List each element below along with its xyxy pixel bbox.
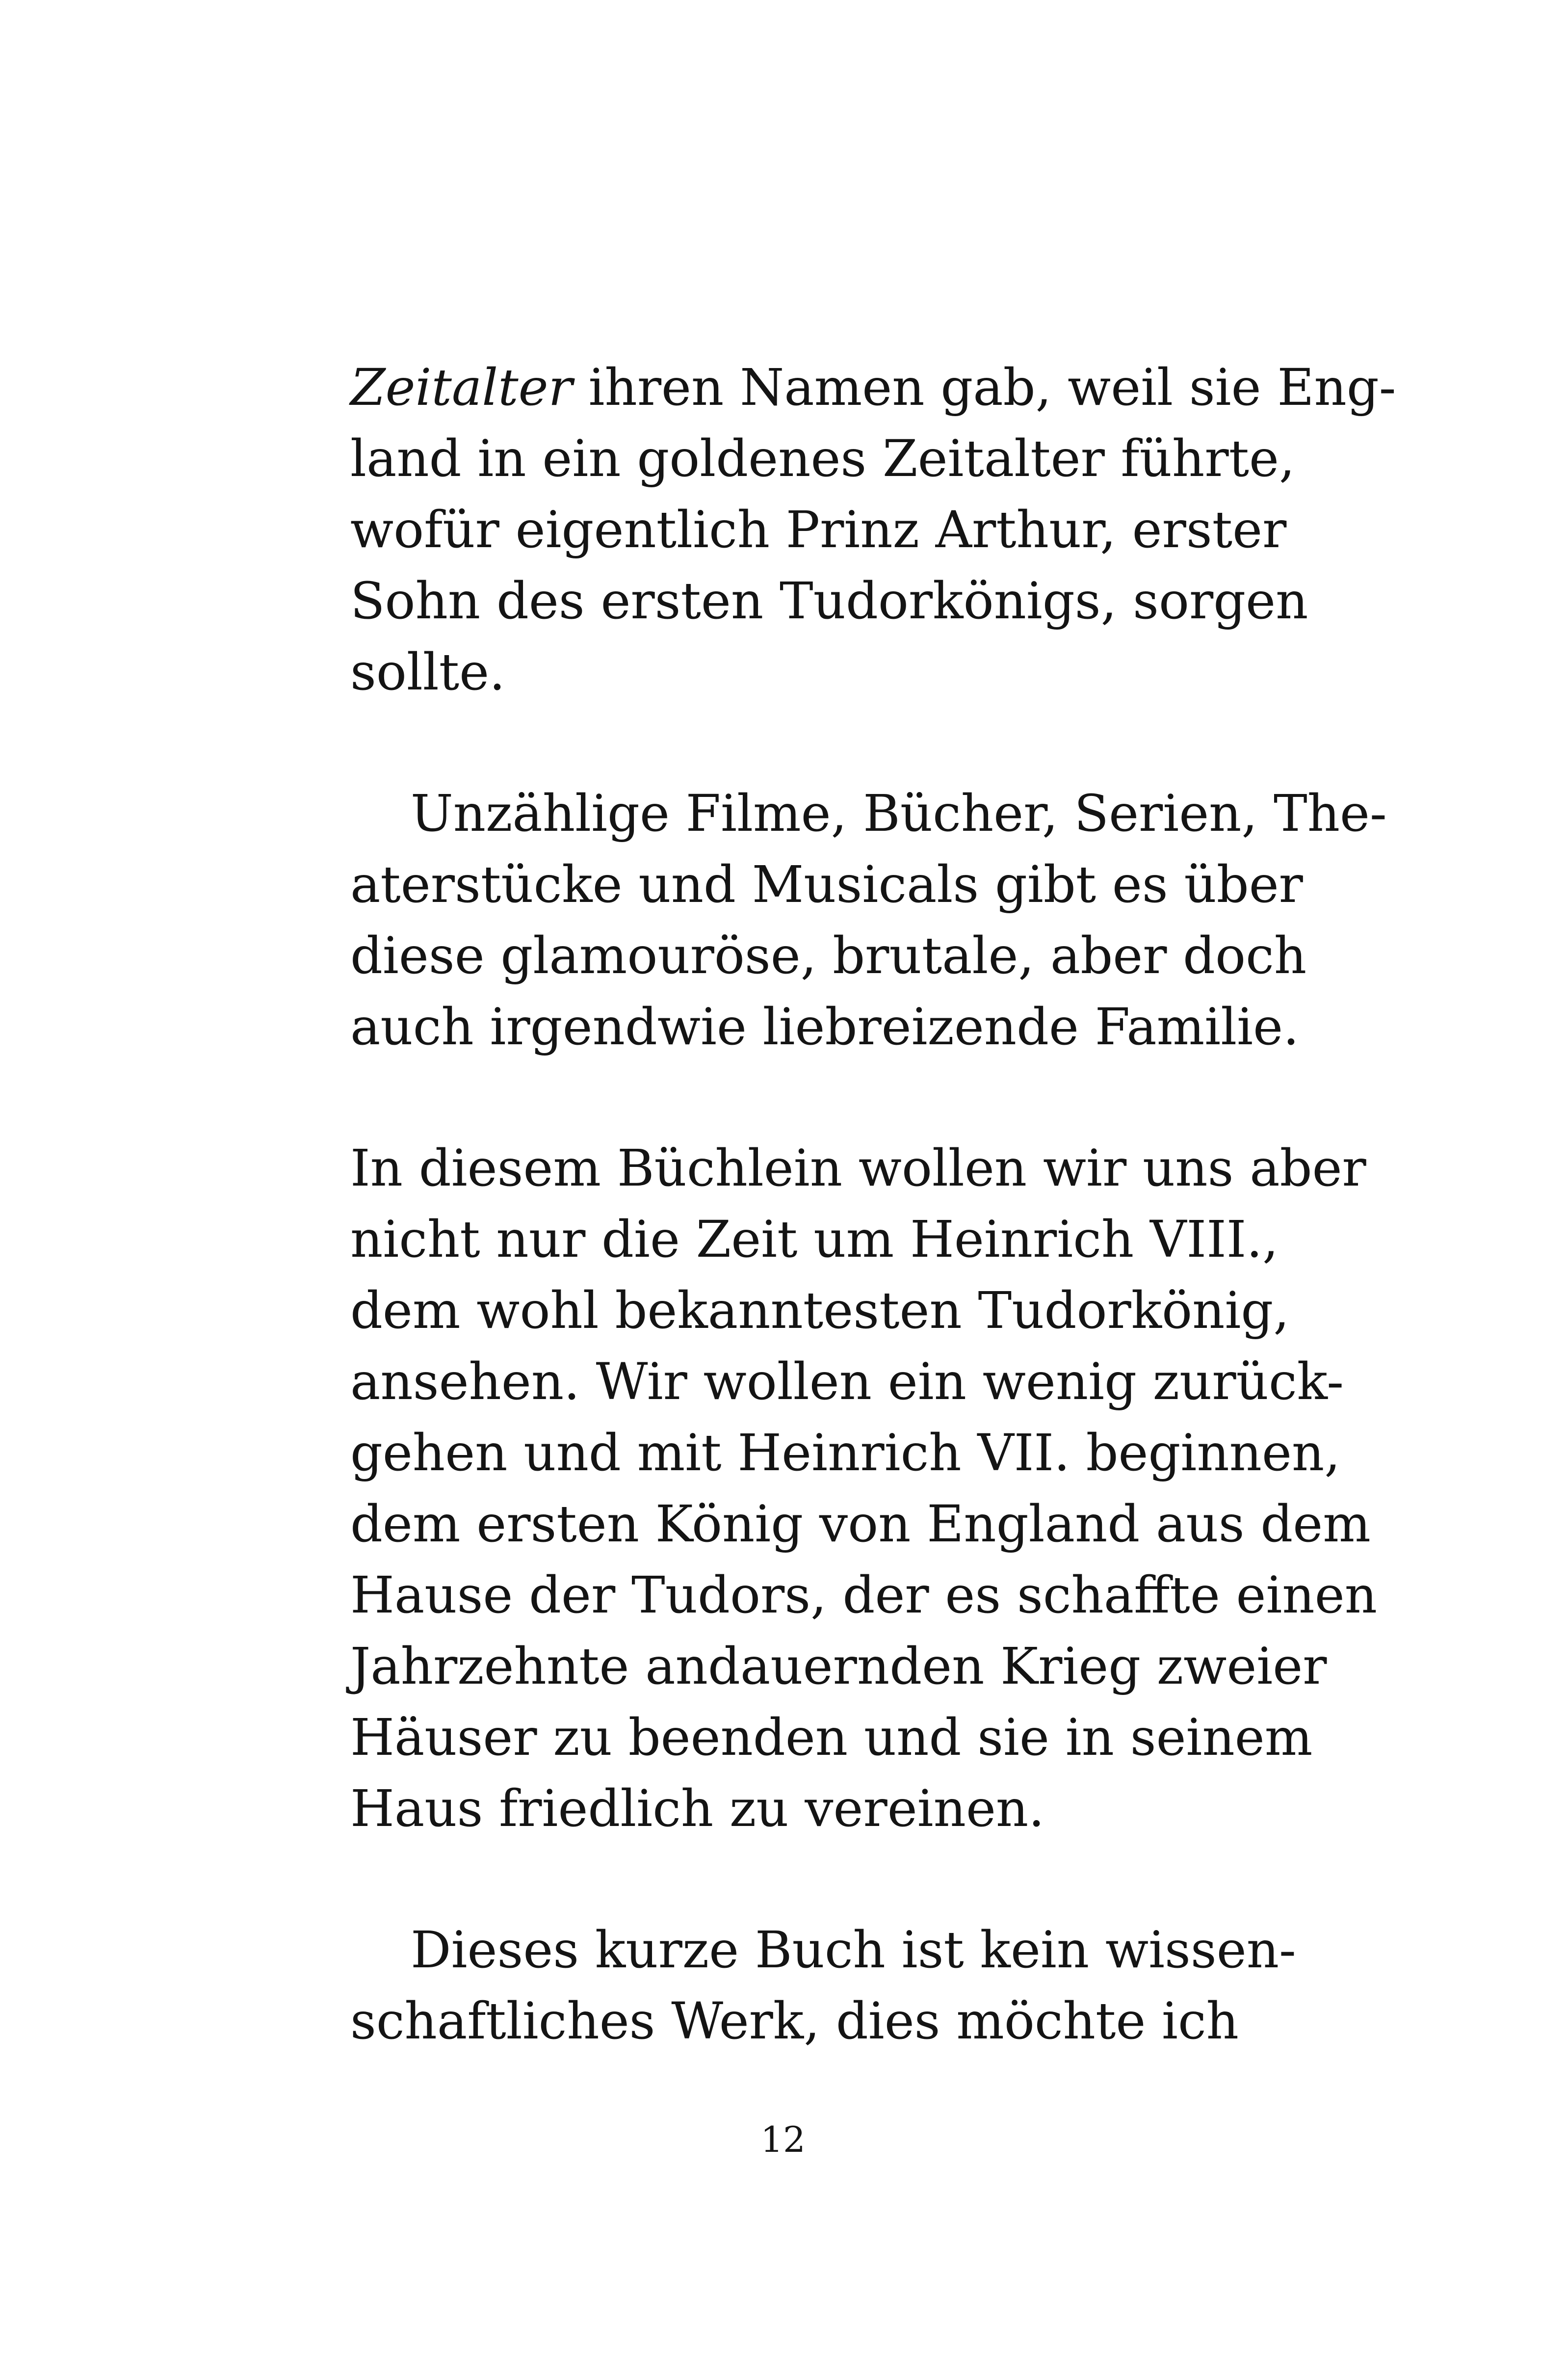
page-number: 12	[760, 2119, 806, 2160]
text-line: wofür eigentlich Prinz Arthur, erster	[350, 501, 1287, 559]
text-line: gehen und mit Heinrich VII. beginnen,	[350, 1424, 1341, 1482]
text-line: auch irgendwie liebreizende Familie.	[350, 998, 1299, 1057]
text-line: land in ein goldenes Zeitalter führte,	[350, 429, 1295, 488]
text-line: dem wohl bekanntesten Tudorkönig,	[350, 1281, 1290, 1340]
text-line: schaftliches Werk, dies möchte ich	[350, 1992, 1239, 2051]
text-line: Hause der Tudors, der es schaffte einen	[350, 1566, 1378, 1625]
text-line: ansehen. Wir wollen ein wenig zurück-	[350, 1352, 1344, 1411]
text-line: Haus friedlich zu vereinen.	[350, 1779, 1044, 1838]
text-line: Unzählige Filme, Bücher, Serien, The-	[411, 784, 1387, 843]
text-line: Sohn des ersten Tudorkönigs, sorgen	[350, 572, 1308, 631]
italic-word: Zeitalter	[350, 358, 573, 417]
text-line: aterstücke und Musicals gibt es über	[350, 855, 1303, 914]
text-line: sollte.	[350, 643, 505, 702]
text-line: dem ersten König von England aus dem	[350, 1495, 1371, 1554]
text-line: Häuser zu beenden und sie in seinem	[350, 1708, 1313, 1767]
text-line: Zeitalter ihren Namen gab, weil sie Eng-	[350, 358, 1396, 417]
text-line: nicht nur die Zeit um Heinrich VIII.,	[350, 1210, 1279, 1269]
text-line: Jahrzehnte andauernden Krieg zweier	[350, 1637, 1327, 1696]
text-line: In diesem Büchlein wollen wir uns aber	[350, 1139, 1366, 1198]
text-line: diese glamouröse, brutale, aber doch	[350, 926, 1307, 985]
text-line: Dieses kurze Buch ist kein wissen-	[411, 1921, 1296, 1980]
